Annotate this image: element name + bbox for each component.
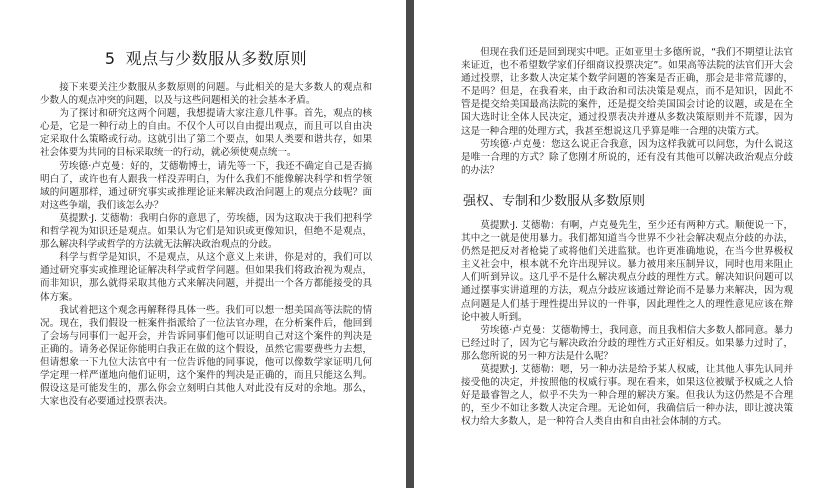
body-paragraph: 劳埃德·卢克曼：艾德勒博士，我同意，而且我相信大多数人都同意。暴力已经过时了，因为它与解决政治分歧的理性方式正好相反。如果暴力过时了，那么您所说的另一种方法是什么呢？	[461, 324, 793, 362]
section-heading: 强权、专制和少数服从多数原则	[463, 193, 646, 209]
body-paragraph: 劳埃德·卢克曼：好的，艾德勒博士，请先等一下，我还不确定自己是否搞明白了，或许也有人跟我一样没弄明白，为什么我们不能像解决科学和哲学领域的问题那样，通过研究事实或推理论证来解决政治问题上的观点分歧呢？面对这些争端，我们该怎么办？	[40, 160, 372, 211]
body-paragraph: 莫提默·J. 艾德勒：有啊，卢克曼先生，至少还有两种方式。顺便说一下，其中之一就是使用暴力。我们都知道当今世界不少社会解决观点分歧的办法，仍然是把反对者枪毙了或将他们关进监狱。也许更准确地说，在当今世界极权主义社会中，根本就不允许出现异议。暴力被用来压制异议，同时也用来阻止人们听到异议。这几乎不是什么解决观点分歧的理性方式。解决知识问题可以通过摆事实讲道理的方法，观点分歧应该通过辩论而不是暴力来解决，因为观点问题是人们基于理性提出异议的一件事，因此理性之人的理性意见应该在辩论中被人听到。	[461, 219, 793, 323]
left-page	[0, 0, 406, 488]
body-paragraph: 接下来要关注少数服从多数原则的问题。与此相关的是大多数人的观点和少数人的观点冲突的问题，以及与这些问题相关的社会基本矛盾。	[40, 82, 372, 107]
body-paragraph: 但现在我们还是回到现实中吧。正如亚里士多德所说，“我们不期望让法官来证近，也不希望数学家们仔细商议投票决定”。如果高等法院的法官们开大会通过投票，让多数人决定某个数学问题的答案是否正确，那会是非常荒谬的，不是吗？但是，在我看来，由于政治和司法决策是观点，而不是知识，因此不管是提交给美国最高法院的案件，还是提交给美国国会讨论的议题，或是在全国大选时让全体人民决定，通过投票表决并遵从多数决策原则并不荒谬，因为这是一种合理的处理方式，我甚至想说这几乎算是唯一合理的决策方式。	[461, 47, 793, 137]
chapter-title-text: 观点与少数服从多数原则	[125, 49, 308, 68]
body-paragraph: 劳埃德·卢克曼：您这么说正合我意，因为这样我就可以问您，为什么说这是唯一合理的方式？除了您刚才所说的，还有没有其他可以解决政治观点分歧的办法？	[461, 138, 793, 176]
body-paragraph: 我试着把这个观念再解释得具体一些。我们可以想一想美国高等法院的情况。现在，我们假设一桩案件指派给了一位法官办理，在分析案件后，他回到了会场与同事们一起开会，并告诉同事们他可以证明自己对这个案件的判决是正确的。请务必保证你能明白我正在做的这个假设，虽然它需要费些力去想，但请想象一下九位大法官中有一位告诉他的同事说，他可以像数学家证明几何学定理一样严谨地向他们证明，这个案件的判决是正确的，而且只能这么判。假设这是可能发生的，那么你会立刻明白其他人对此没有反对的余地。那么，大家也没有必要通过投票表决。	[40, 304, 372, 408]
chapter-number: 5	[104, 49, 116, 68]
right-page	[414, 0, 821, 488]
chapter-title	[40, 46, 372, 69]
body-paragraph: 莫提默·J. 艾德勒：我明白你的意思了，劳埃德，因为这取决于我们把科学和哲学视为知识还是观点。如果认为它们是知识或更像知识，但绝不是观点，那么解决科学或哲学的方法就无法解决政治观点的分歧。	[40, 212, 372, 251]
body-paragraph: 为了探讨和研究这两个问题，我想提请大家注意几件事。首先，观点的核心是，它是一种行动上的自由。不仅个人可以自由提出观点，而且可以自由决定采取什么策略或行动。这就引出了第二个要点，如果人类要和谐共存，如果社会体要为共同的目标采取统一的行动，就必须使观点统一。	[40, 108, 372, 159]
body-paragraph: 科学与哲学是知识，不是观点，从这个意义上来讲，你是对的，我们可以通过研究事实或推理论证解决科学或哲学问题。但如果我们将政治视为观点，而非知识，那么就得采取其他方式来解决问题，并提出一个各方都能接受的具体方案。	[40, 252, 372, 303]
body-paragraph: 莫提默·J. 艾德勒：嗯，另一种办法是给予某人权威，让其他人事先认同并接受他的决定，并按照他的权威行事。现在看来，如果这位被赋予权威之人恰好是最睿智之人，似乎不失为一种合理的解决方案。但我认为这仍然是不合理的，至少不如让多数人决定合理。无论如何，我确信后一种办法，即让渡决策权力给大多数人，是一种符合人类自由和自由社会体制的方式。	[461, 363, 793, 428]
page-divider	[406, 0, 414, 488]
